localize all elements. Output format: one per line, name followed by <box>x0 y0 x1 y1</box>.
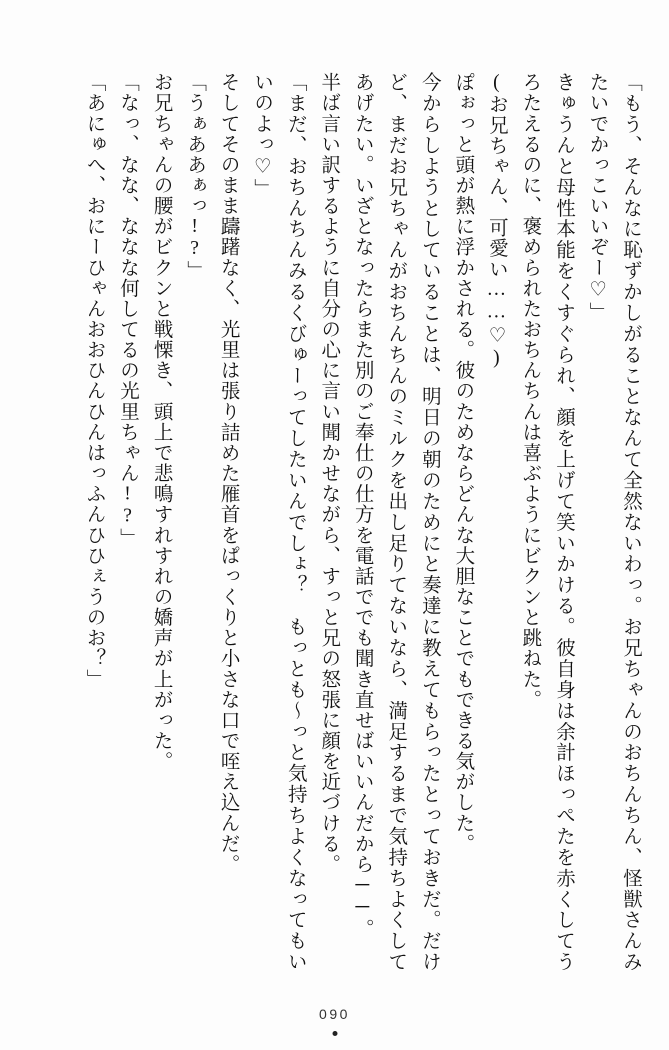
paragraph: 半ば言い訳するように自分の心に言い聞かせながら、すっと兄の怒張に顔を近づける。 <box>318 72 340 875</box>
paragraph: お兄ちゃんの腰がビクンと戦慄き、頭上で悲鳴すれすれの嬌声が上がった。 <box>150 72 172 772</box>
paragraph: 「なっ、なな、ななな何してるの光里ちゃん!?」 <box>117 72 139 549</box>
paragraph: きゅうんと母性本能をくすぐられ、顔を上げて笑いかける。彼自身は余計ほっぺたを赤くしてうろたえるのに、褒められたおちんちんは喜ぶようにビクンと跳ねた。 <box>519 72 574 972</box>
page-number: 090 <box>319 1006 350 1022</box>
paragraph: ぽぉっと頭が熱に浮かされる。彼のためならどんな大胆なことでもできる気がした。 <box>452 72 474 854</box>
page-footer-dot <box>332 1031 337 1036</box>
paragraph: 今からしようとしていることは、明日の朝のためにと奏達に教えてもらったとっておきだ。だけど、まだお兄ちゃんがおちんちんのミルクを出し足りてないなら、満足するまで気持ちよくしてあげたい。いざとなったらまた別のご奉仕の仕方を電話ででも聞き直せばいいんだから──。 <box>351 72 440 972</box>
paragraph: (お兄ちゃん、可愛い……♡) <box>485 72 507 370</box>
paragraph: 「まだ、おちんちんみるくびゅーってしたいんでしょ？ もっとも～っと気持ちよくなってもいいのよっ♡」 <box>251 72 306 972</box>
paragraph: そしてそのまま躊躇なく、光里は張り詰めた雁首をぱっくりと小さな口で咥え込んだ。 <box>217 72 239 875</box>
vertical-text-body <box>22 72 647 972</box>
paragraph: 「もう、そんなに恥ずかしがることなんて全然ないわっ。お兄ちゃんのおちんちん、怪獣さんみたいでかっこいいぞー♡」 <box>586 72 641 972</box>
paragraph: 「あにゅへ、おにーひゃんおおひんひんはっふんひひぇうのお？」 <box>83 72 105 690</box>
paragraph: 「うぁああぁっ!?」 <box>184 72 206 281</box>
